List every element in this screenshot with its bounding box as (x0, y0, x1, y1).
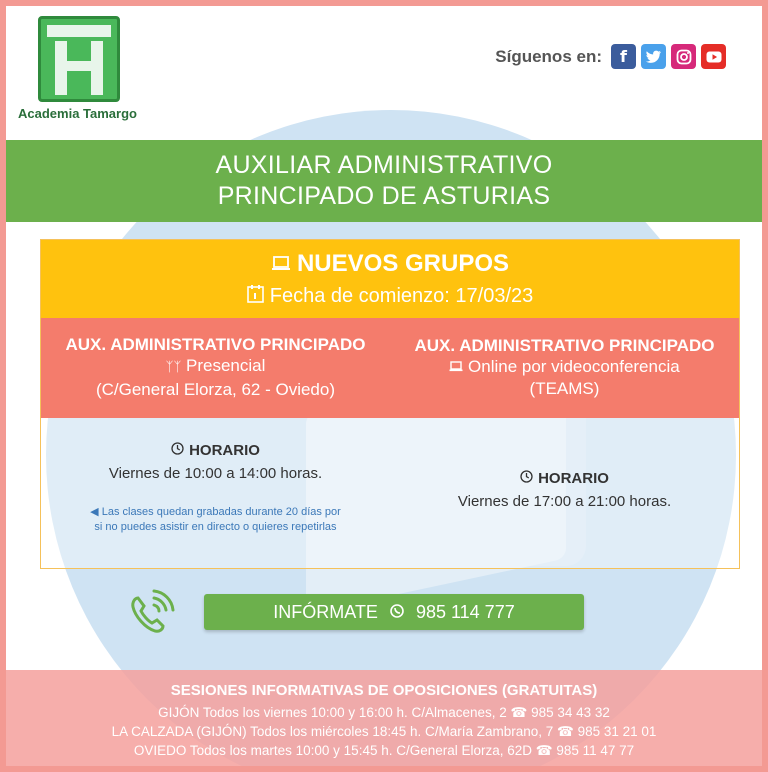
schedule-online (390, 418, 739, 568)
megaphone-icon: ◀ (90, 505, 99, 518)
footer-session-la-calzada: LA CALZADA (GIJÓN) Todos los miércoles 18:45 h. C/María Zambrano, 7 ☎ 985 31 21 01 (111, 724, 657, 739)
twitter-icon[interactable] (641, 44, 666, 69)
option-mode: ᛉᛉ Presencial (165, 356, 266, 375)
follow-label: Síguenos en: (495, 46, 602, 66)
card-title-text: NUEVOS GRUPOS (296, 250, 510, 277)
card-header (41, 240, 739, 318)
info-sessions-footer (6, 670, 762, 772)
option-mode: Online por videoconferencia (449, 356, 679, 378)
option-title: AUX. ADMINISTRATIVO PRINCIPADO (65, 335, 366, 354)
inform-label: INFÓRMATE (273, 601, 378, 622)
group-icon: ᛉᛉ (165, 360, 182, 375)
footer-session-oviedo: OVIEDO Todos los martes 10:00 y 15:45 h. C/General Elorza, 62D ☎ 985 11 47 77 (133, 743, 635, 758)
clock-icon (171, 442, 184, 459)
facebook-icon[interactable]: f (611, 44, 636, 69)
recording-note: ◀ Las clases quedan grabadas durante 20 días por si no puedes asistir en directo o quieres repetirlas (90, 505, 341, 533)
social-links (495, 44, 726, 69)
phone-number: 985 114 777 (415, 601, 515, 622)
banner-line-2: PRINCIPADO DE ASTURIAS (217, 182, 551, 210)
calendar-icon (247, 284, 264, 308)
clock-icon (520, 470, 533, 487)
course-options (41, 318, 739, 418)
horario-label: HORARIO (171, 442, 260, 459)
brand-name: Academia Tamargo (18, 106, 137, 121)
banner-line-1: AUXILIAR ADMINISTRATIVO (215, 151, 553, 179)
start-date (247, 284, 534, 308)
youtube-icon[interactable] (701, 44, 726, 69)
card-title (271, 250, 509, 278)
option-title: AUX. ADMINISTRATIVO PRINCIPADO (414, 336, 715, 355)
laptop-icon (271, 250, 291, 278)
title-banner (6, 140, 762, 222)
phone-call-icon (124, 588, 176, 652)
course-card (40, 239, 740, 569)
phone-icon (390, 602, 404, 623)
instagram-icon[interactable] (671, 44, 696, 69)
option-presencial (41, 318, 390, 418)
option-location: (TEAMS) (529, 379, 600, 398)
option-location: (C/General Elorza, 62 - Oviedo) (95, 380, 336, 399)
option-online (390, 318, 739, 418)
horario-label: HORARIO (520, 470, 609, 487)
laptop-icon (449, 357, 468, 376)
footer-title: SESIONES INFORMATIVAS DE OPOSICIONES (GRATUITAS) (170, 682, 598, 699)
start-date-text: Fecha de comienzo: 17/03/23 (269, 284, 534, 307)
academy-logo[interactable] (38, 16, 120, 102)
schedule-section (41, 418, 739, 568)
schedule-presencial (41, 418, 390, 568)
inform-button[interactable] (204, 594, 584, 630)
footer-session-gijon: GIJÓN Todos los viernes 10:00 y 16:00 h. C/Almacenes, 2 ☎ 985 34 43 32 (158, 705, 610, 720)
schedule-time: Viernes de 17:00 a 21:00 horas. (457, 493, 672, 510)
schedule-time: Viernes de 10:00 a 14:00 horas. (108, 465, 323, 482)
